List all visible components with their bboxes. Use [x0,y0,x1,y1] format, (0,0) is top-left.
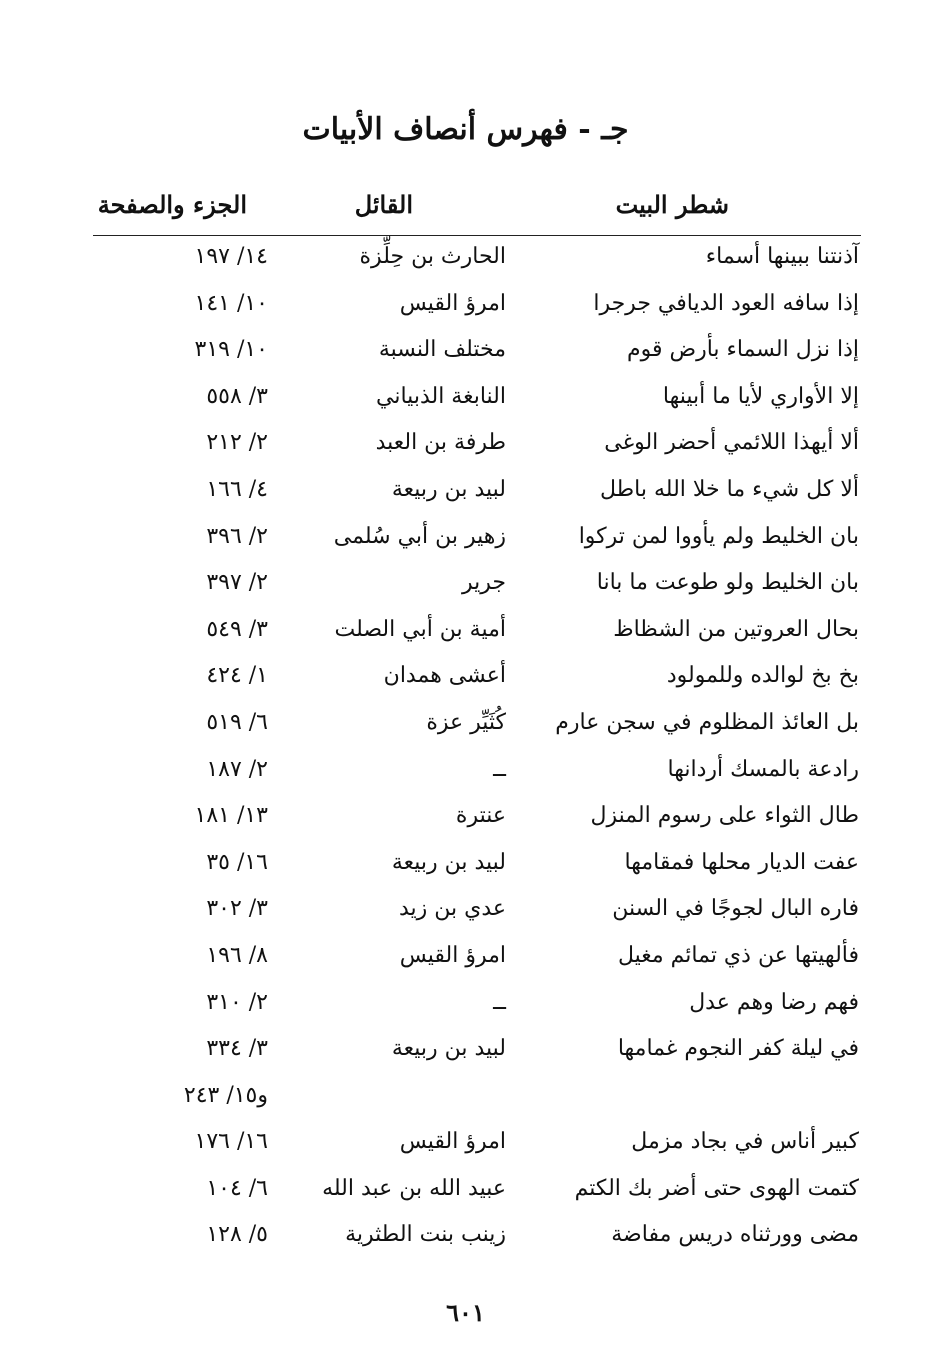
row-poet: عدي بن زيد [398,896,506,922]
row-hemistich: فهم رضا وهم عدل [689,989,859,1015]
table-row [0,473,931,520]
row-reference: و١٥/ ٢٤٣ [183,1082,268,1108]
row-reference: ٦/ ٥١٩ [206,709,268,735]
row-poet: أمية بن أبي الصلت [334,616,506,642]
table-row [0,287,931,334]
table-row [0,706,931,753]
row-hemistich: فألهيتها عن ذي تمائم مغيل [617,942,859,968]
row-hemistich: بحال العروتين من الشظاظ [613,616,859,642]
header-reference: الجزء والصفحة [97,190,247,219]
row-poet: عبيد الله بن عبد الله [322,1175,506,1201]
row-hemistich: كتمت الهوى حتى أضر بك الكتم [574,1175,859,1201]
row-reference: ١٦/ ٣٥ [206,849,268,875]
table-row [0,753,931,800]
row-reference: ١٠/ ١٤١ [194,290,268,316]
row-reference: ٨/ ١٩٦ [206,942,268,968]
row-poet: ــ [493,989,506,1015]
table-row [0,799,931,846]
row-poet: جرير [462,570,506,596]
row-reference: ٢/ ١٨٧ [206,756,268,782]
row-poet: امرؤ القيس [399,290,506,316]
row-hemistich: إلا الأواري لأيا ما أبينها [662,383,859,409]
row-poet: لبيد بن ربيعة [391,849,506,875]
row-poet: أعشى همدان [383,663,506,689]
row-hemistich: رادعة بالمسك أردانها [667,756,859,782]
row-hemistich: إذا نزل السماء بأرض قوم [627,337,859,363]
row-reference: ٦/ ١٠٤ [206,1175,268,1201]
row-reference: ٥/ ١٢٨ [206,1222,268,1248]
row-hemistich: طال الثواء على رسوم المنزل [590,803,859,829]
row-poet: ــ [493,756,506,782]
row-reference: ١٤/ ١٩٧ [194,244,268,269]
row-hemistich: بان الخليط ولم يأووا لمن تركوا [578,523,859,549]
header-divider [93,235,861,236]
table-row [0,380,931,427]
table-row [0,846,931,893]
row-poet: لبيد بن ربيعة [391,1036,506,1062]
table-row [0,1079,931,1126]
row-poet: طرفة بن العبد [375,430,506,456]
row-poet: امرؤ القيس [399,1129,506,1155]
row-reference: ٢/ ٣١٠ [206,989,268,1015]
row-reference: ١٦/ ١٧٦ [194,1129,268,1155]
row-hemistich: آذنتنا ببينها أسماء [705,244,859,269]
row-hemistich: في ليلة كفر النجوم غمامها [617,1036,859,1062]
header-hemistich: شطر البيت [615,190,729,219]
table-row [0,426,931,473]
page-number: ٦٠١ [446,1298,485,1327]
table-row [0,520,931,567]
row-hemistich: إذا سافه العود الديافي جرجرا [593,290,859,316]
row-reference: ٣/ ٥٥٨ [206,383,268,409]
row-reference: ١/ ٤٢٤ [206,663,268,689]
table-row [0,1125,931,1172]
row-hemistich: ألا أيهذا اللائمي أحضر الوغى [604,430,859,456]
row-reference: ٤/ ١٦٦ [206,476,268,502]
page-title: جـ - فهرس أنصاف الأبيات [302,112,629,147]
row-hemistich: مضى وورثناه دريس مفاضة [611,1222,859,1248]
table-row [0,613,931,660]
row-poet: عنترة [455,803,506,829]
row-poet: امرؤ القيس [399,942,506,968]
row-reference: ٢/ ٣٩٧ [206,570,268,596]
row-hemistich: كبير أناس في بجاد مزمل [631,1129,859,1155]
row-hemistich: فاره البال لجوجًا في السنن [612,896,859,922]
table-row [0,986,931,1033]
row-reference: ٣/ ٣٣٤ [206,1036,268,1062]
row-hemistich: بخ بخ لوالده وللمولود [666,663,859,689]
row-reference: ٣/ ٥٤٩ [206,616,268,642]
row-poet: زينب بنت الطثرية [345,1222,506,1248]
table-row [0,566,931,613]
row-poet: النابغة الذبياني [376,383,506,409]
table-row [0,240,931,287]
row-hemistich: ألا كل شيء ما خلا الله باطل [600,476,859,502]
header-poet: القائل [354,190,413,219]
row-reference: ٣/ ٣٠٢ [206,896,268,922]
table-row [0,659,931,706]
index-table [0,240,931,1265]
table-row [0,333,931,380]
row-hemistich: بان الخليط ولو طوعت ما بانا [596,570,859,596]
row-poet: الحارث بن حِلِّزة [359,244,506,269]
row-poet: مختلف النسبة [378,337,506,363]
table-row [0,892,931,939]
table-row [0,1172,931,1219]
table-row [0,1218,931,1265]
row-poet: زهير بن أبي سُلمى [333,523,506,549]
table-row [0,1032,931,1079]
row-reference: ٢/ ٢١٢ [206,430,268,456]
row-hemistich: بل العائذ المظلوم في سجن عارم [555,709,859,735]
row-poet: لبيد بن ربيعة [391,476,506,502]
row-reference: ١٠/ ٣١٩ [194,337,268,363]
row-reference: ٢/ ٣٩٦ [206,523,268,549]
table-header [0,190,931,230]
row-poet: كُثَيِّر عزة [426,709,506,735]
table-row [0,939,931,986]
row-hemistich: عفت الديار محلها فمقامها [624,849,859,875]
row-reference: ١٣/ ١٨١ [194,803,268,829]
